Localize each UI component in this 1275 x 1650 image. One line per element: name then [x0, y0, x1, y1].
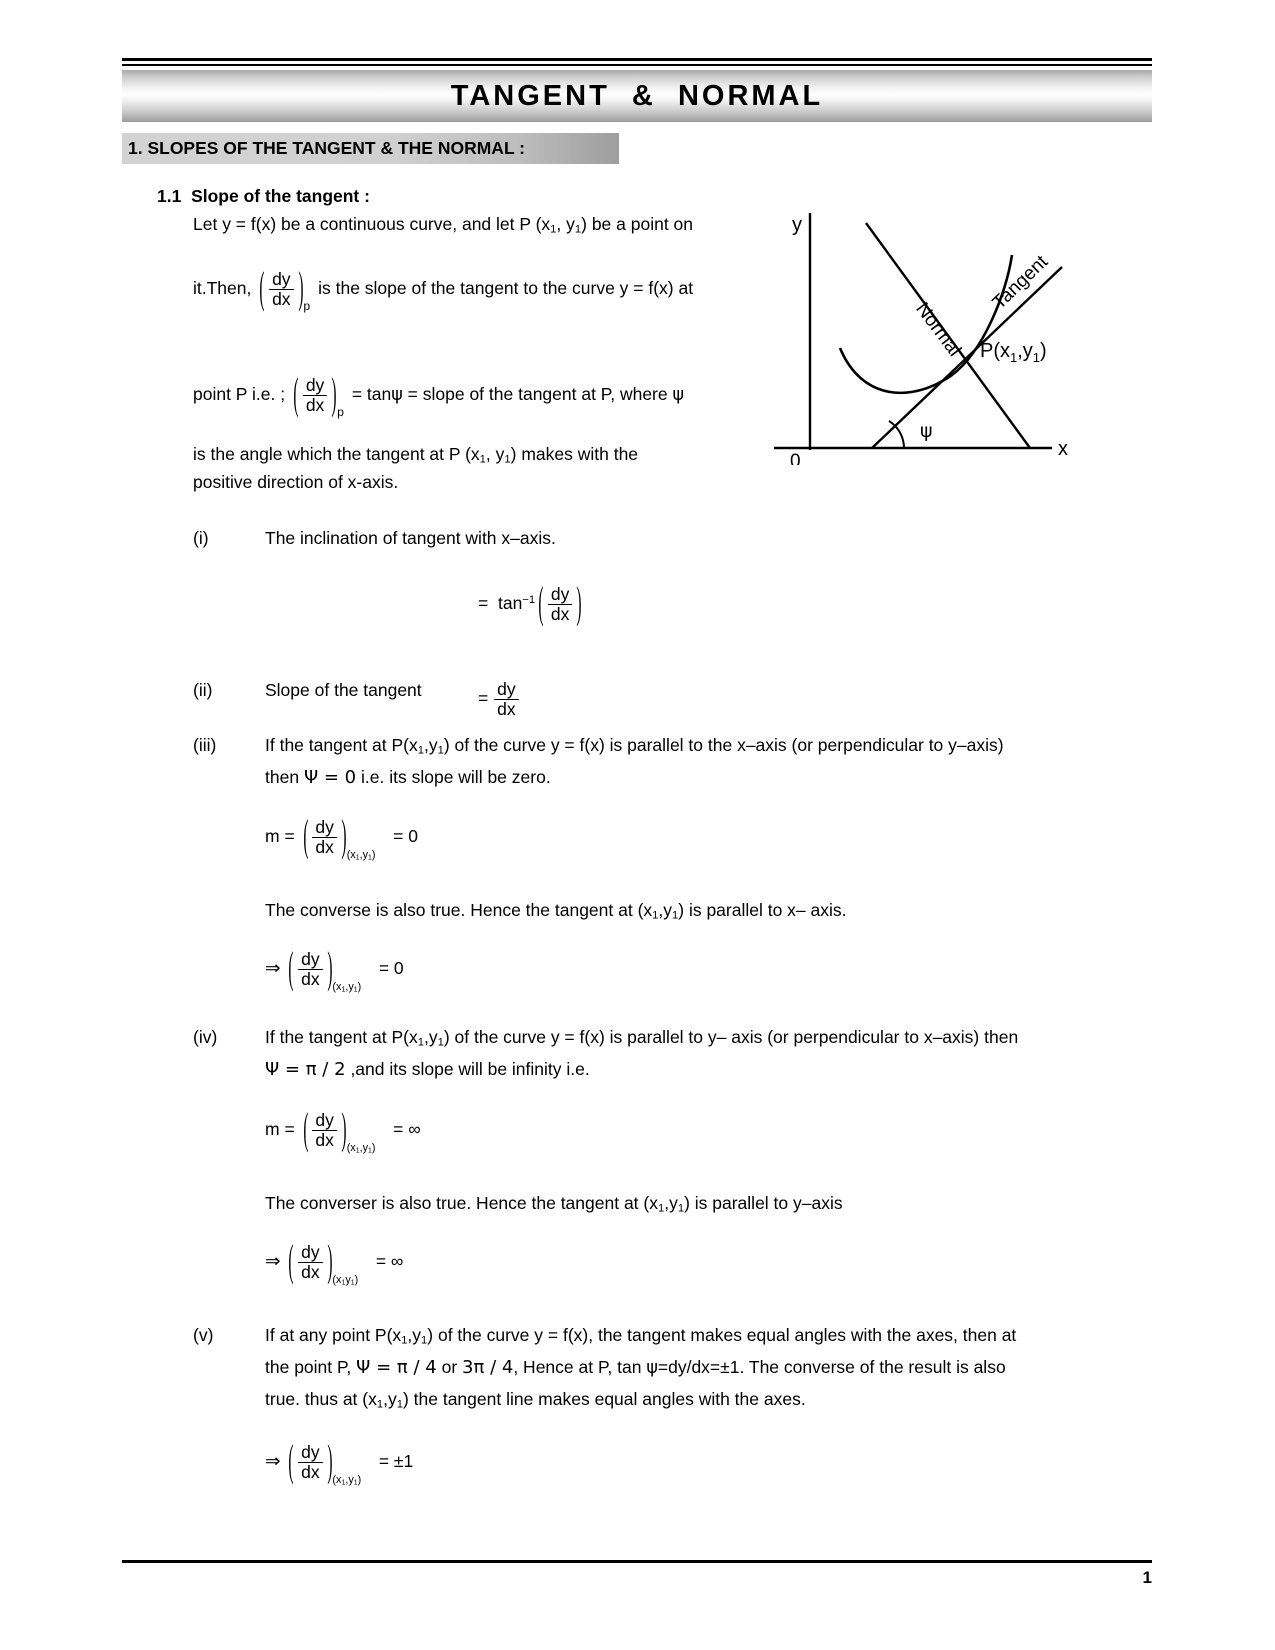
line1-b: ,y: [407, 1325, 422, 1345]
line2-b: i.e. its slope will be zero.: [361, 767, 551, 787]
converse-sub1: 1: [657, 1202, 665, 1215]
paren-subscript-point: $(x_1y_1)$: [332, 1274, 359, 1287]
derivative-paren: [285, 1434, 364, 1487]
fraction-numerator: dy: [497, 679, 516, 699]
left-paren: (: [288, 941, 294, 993]
equation-lhs: m =: [265, 826, 295, 847]
intro-line-5: positive direction of x-axis.: [193, 472, 399, 492]
dy-dx-fraction: [548, 585, 572, 624]
item-i-marker: (i): [193, 528, 209, 548]
intro-line3-b: = tan: [351, 384, 392, 405]
line2-b: ,and its slope will be infinity i.e.: [350, 1059, 590, 1079]
fraction-denominator: dx: [548, 604, 572, 624]
line1-sub2: 1: [421, 1334, 428, 1347]
equals-sign: =: [478, 593, 489, 614]
item-ii-marker: (ii): [193, 680, 213, 700]
right-paren: ): [331, 367, 337, 419]
right-paren: ): [341, 809, 347, 861]
left-paren: (: [288, 1434, 294, 1486]
derivative-paren: [285, 1234, 361, 1287]
right-paren: ): [326, 1434, 333, 1486]
equation-rhs: = ∞: [393, 1119, 421, 1140]
psi-symbol: ψ: [646, 1358, 658, 1378]
tangent-label: Tangent: [988, 251, 1053, 314]
line1-sub1: 1: [401, 1334, 408, 1347]
dy-dx-fraction: [298, 1443, 322, 1482]
dy-dx-fraction: [298, 1243, 322, 1282]
x-axis-label: x: [1058, 438, 1068, 460]
right-paren: ): [326, 941, 333, 993]
item-iv-line1: [265, 1027, 1018, 1049]
equation-rhs: = ∞: [375, 1251, 404, 1272]
dy-dx-fraction: [312, 1111, 336, 1150]
fraction-denominator: dx: [312, 837, 336, 857]
section-heading-text: 1. SLOPES OF THE TANGENT & THE NORMAL :: [128, 138, 526, 158]
line1-a: If the tangent at P(x: [265, 1027, 418, 1047]
psi-equals-zero: Ψ = 0: [303, 767, 357, 788]
equation-rhs: = 0: [393, 826, 418, 847]
intro-line4-sub1: 1: [479, 453, 486, 466]
converse-a: The converse is also true. Hence the tangent at (x: [265, 900, 653, 920]
item-iii-line2: [265, 767, 551, 790]
line1-sub1: 1: [417, 744, 424, 757]
intro-line4-b: , y: [485, 444, 505, 464]
line2-c: =dy/dx=±1. The converse of the result is also: [657, 1357, 1006, 1377]
y-axis-label: y: [792, 214, 802, 236]
equation-rhs: = ±1: [378, 1451, 414, 1472]
intro-line-4: [193, 444, 638, 466]
intro-line-1: [193, 214, 693, 236]
equation-lhs: m =: [265, 1119, 295, 1140]
page-title: TANGENT & NORMAL: [450, 79, 824, 112]
intro-line1-c: ) be a point on: [581, 214, 694, 234]
footer-rule: [122, 1560, 1152, 1563]
item-v-marker: (v): [193, 1325, 214, 1345]
line1-c: ) of the curve y = f(x), the tangent makes equal angles with the axes, then at: [427, 1325, 1017, 1345]
dy-dx-fraction: [494, 680, 518, 719]
converse-a: The converser is also true. Hence the tangent at (x: [265, 1193, 658, 1213]
point-p-label: $P(x_1,y_1)$: [980, 340, 1047, 365]
fraction-denominator: dx: [298, 969, 322, 989]
item-iii-converse: [265, 900, 847, 922]
converse-c: ) is parallel to x– axis.: [678, 900, 847, 920]
paren-subscript: p: [303, 298, 311, 313]
item-v-line2: [265, 1357, 1006, 1380]
fraction-denominator: dx: [312, 1130, 336, 1150]
line2-a: then: [265, 767, 300, 787]
fraction-numerator: dy: [305, 375, 325, 395]
intro-line4-a: is the angle which the tangent at P (x: [193, 444, 480, 464]
item-i-text: The inclination of tangent with x–axis.: [265, 528, 556, 548]
header-rule-lower: [122, 64, 1152, 66]
section-heading-bar: [122, 133, 619, 164]
item-iv-marker: (iv): [193, 1027, 218, 1047]
implies-arrow: ⇒: [265, 1451, 281, 1472]
equals-sign: =: [478, 688, 489, 709]
converse-sub1: 1: [652, 909, 659, 922]
right-paren: ): [297, 261, 304, 313]
subsection-title: Slope of the tangent :: [191, 186, 370, 206]
line1-c: ) of the curve y = f(x) is parallel to y– axis (or perpendicular to x–axis) then: [443, 1027, 1019, 1047]
header-rule-upper: [122, 58, 1152, 61]
tangent-normal-figure: [762, 205, 1082, 465]
item-iii-marker: (iii): [193, 735, 217, 755]
intro-line4-c: ) makes with the: [510, 444, 639, 464]
converse-c: ) is parallel to y–axis: [684, 1193, 843, 1213]
paren-subscript-point: $(x_1,y_1)$: [332, 1474, 362, 1487]
fraction-numerator: dy: [315, 1110, 334, 1130]
intro-line1-a: Let y = f(x) be a continuous curve, and let P (x: [193, 214, 551, 234]
or-word: or: [441, 1357, 458, 1377]
intro-line-3: [193, 367, 685, 419]
intro-line4-sub2: 1: [504, 453, 511, 466]
fraction-numerator: dy: [315, 817, 334, 837]
psi-equals-pi-over-2: Ψ = π / 2: [265, 1059, 346, 1080]
implies-arrow: ⇒: [265, 958, 281, 979]
derivative-paren: [300, 1102, 379, 1155]
fraction-numerator: dy: [301, 1242, 320, 1262]
fraction-numerator: dy: [272, 269, 291, 289]
derivative-paren-p-1: [256, 261, 313, 313]
item-iii-equation-2: [265, 941, 404, 994]
item-ii-text: Slope of the tangent: [265, 680, 422, 700]
intro-line1-b: , y: [556, 214, 575, 234]
derivative-paren: [300, 809, 379, 862]
item-iv-equation-1: [265, 1102, 421, 1155]
normal-label: Normal: [911, 298, 965, 361]
paren-subscript-point: $(x_1,y_1)$: [346, 849, 376, 862]
right-paren: ): [576, 576, 582, 628]
line2-a: the point P,: [265, 1357, 352, 1377]
left-paren: (: [302, 809, 309, 861]
left-paren: (: [288, 1234, 294, 1286]
page-number: 1: [1142, 1568, 1152, 1587]
line3-sub1: 1: [376, 1398, 384, 1411]
intro-line1-sub1: 1: [550, 223, 557, 236]
paren-subscript-point: $(x_1,y_1)$: [346, 1142, 376, 1155]
converse-b: ,y: [664, 1193, 678, 1213]
line1-sub1: 1: [417, 1036, 424, 1049]
tan-function: tan: [497, 593, 523, 614]
line1-a: If the tangent at P(x: [265, 735, 418, 755]
item-i-formula: [478, 576, 585, 628]
page-title-banner: [122, 70, 1152, 122]
converse-b: ,y: [658, 900, 673, 920]
item-iii-line1: [265, 735, 1004, 757]
origin-label: 0: [790, 451, 801, 465]
paren-subscript: p: [337, 404, 344, 419]
intro-line2-a: it.Then,: [193, 278, 252, 299]
dy-dx-fraction: [312, 818, 336, 857]
three-pi-over-4: 3π / 4: [462, 1357, 514, 1378]
psi-symbol: ψ: [391, 385, 403, 406]
derivative-paren: [535, 576, 585, 628]
line3-b: ,y: [383, 1389, 397, 1409]
fraction-numerator: dy: [301, 1442, 320, 1462]
fraction-denominator: dx: [494, 699, 518, 719]
left-paren: (: [293, 367, 299, 419]
equation-rhs: = 0: [378, 958, 404, 979]
item-iii-equation-1: [265, 809, 418, 862]
fraction-denominator: dx: [298, 1262, 322, 1282]
paren-subscript-point: $(x_1,y_1)$: [332, 981, 362, 994]
left-paren: (: [259, 261, 265, 313]
inverse-exponent: −1: [522, 594, 536, 607]
left-paren: (: [538, 576, 544, 628]
intro-line3-a: point P i.e. ;: [193, 384, 286, 405]
line1-sub2: 1: [437, 744, 444, 757]
dy-dx-fraction: [303, 376, 327, 415]
intro-line2-b: is the slope of the tangent to the curve y = f(x) at: [318, 278, 694, 299]
item-ii-formula: [478, 680, 520, 719]
item-v-line3: [265, 1389, 806, 1411]
figure-svg: [762, 205, 1082, 465]
line1-sub2: 1: [437, 1036, 444, 1049]
fraction-denominator: dx: [269, 289, 293, 309]
item-v-line1: [265, 1325, 1016, 1347]
intro-line3-c: = slope of the tangent at P, where: [407, 384, 668, 405]
converse-sub2: 1: [677, 1202, 685, 1215]
line1-b: ,y: [423, 1027, 438, 1047]
item-iv-converse: [265, 1193, 843, 1215]
derivative-paren-p-2: [290, 367, 347, 419]
fraction-denominator: dx: [298, 1462, 322, 1482]
item-iv-line2: [265, 1059, 590, 1082]
angle-psi-label: ψ: [920, 420, 933, 442]
line3-sub2: 1: [396, 1398, 403, 1411]
derivative-paren: [285, 941, 364, 994]
intro-line1-sub2: 1: [574, 223, 582, 236]
psi-symbol: ψ: [672, 385, 685, 406]
line3-c: ) the tangent line makes equal angles with the axes.: [402, 1389, 806, 1409]
line1-b: ,y: [423, 735, 438, 755]
right-paren: ): [326, 1234, 333, 1286]
item-v-equation: [265, 1434, 414, 1487]
subsection-heading: [157, 186, 370, 208]
left-paren: (: [302, 1102, 309, 1154]
dy-dx-fraction: [269, 270, 293, 309]
line1-a: If at any point P(x: [265, 1325, 402, 1345]
implies-arrow: ⇒: [265, 1251, 281, 1272]
converse-sub2: 1: [672, 909, 679, 922]
line2-b: , Hence at P,: [513, 1357, 613, 1377]
psi-equals-pi-over-4: Ψ = π / 4: [356, 1357, 437, 1378]
right-paren: ): [341, 1102, 347, 1154]
fraction-denominator: dx: [303, 395, 327, 415]
dy-dx-fraction: [298, 950, 322, 989]
item-iv-equation-2: [265, 1234, 404, 1287]
subsection-number: 1.1: [157, 186, 182, 206]
tan-function: tan: [617, 1357, 642, 1377]
intro-line-2: [193, 261, 694, 313]
fraction-numerator: dy: [301, 949, 320, 969]
fraction-numerator: dy: [550, 584, 570, 604]
line3-a: true. thus at (x: [265, 1389, 377, 1409]
line1-c: ) of the curve y = f(x) is parallel to the x–axis (or perpendicular to y–axis): [443, 735, 1004, 755]
